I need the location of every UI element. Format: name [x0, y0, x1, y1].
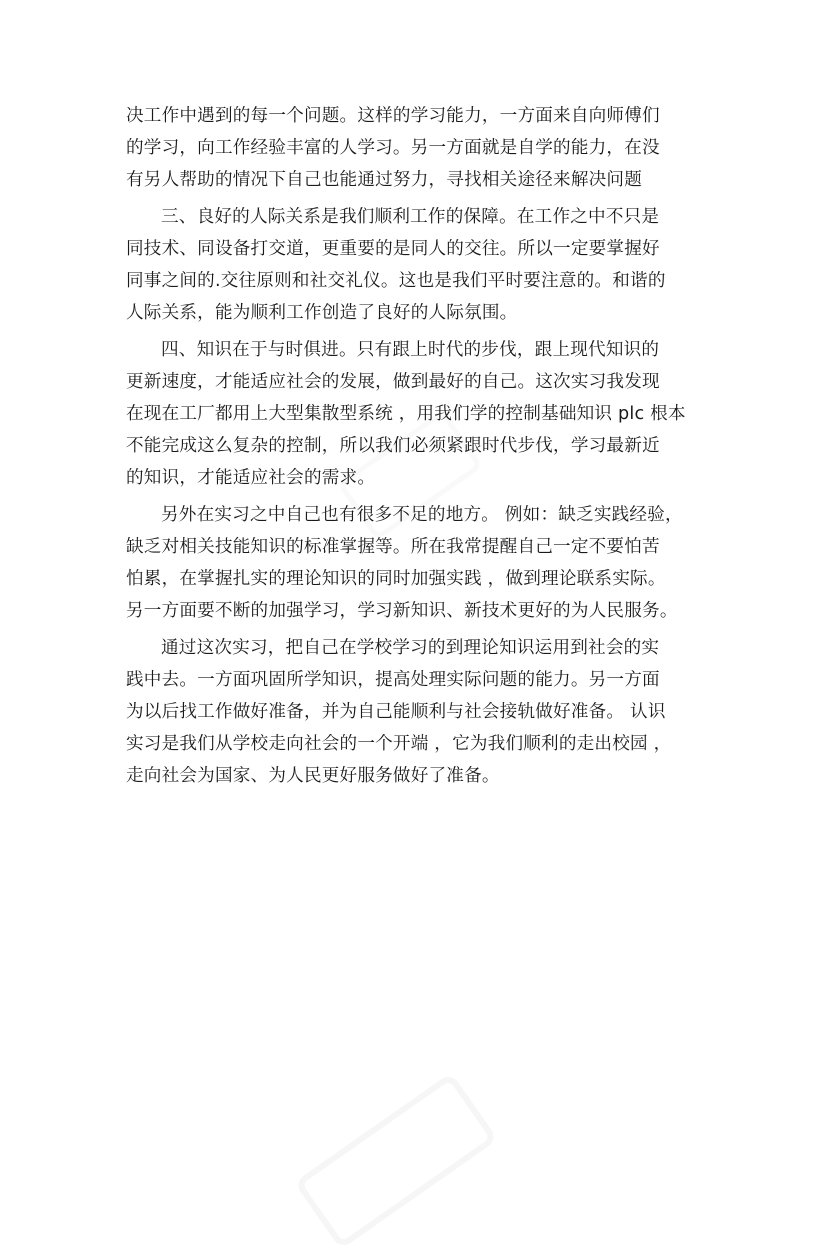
- paragraph-5: [126, 632, 716, 792]
- text-line: 不能完成这么复杂的控制，所以我们必须紧跟时代步伐，学习最新近: [126, 436, 660, 456]
- text-line: 更新速度，才能适应社会的发展，做到最好的自己。这次实习我发现: [126, 372, 660, 392]
- text-line: 四、知识在于与时俱进。只有跟上时代的步伐，跟上现代知识的: [161, 340, 660, 360]
- text-line: 有另人帮助的情况下自己也能通过努力，寻找相关途径来解决问题: [126, 170, 643, 190]
- paragraph-4: [126, 499, 716, 627]
- paragraph-3: [126, 334, 716, 494]
- text-line: 决工作中遇到的每一个问题。这样的学习能力，一方面来自向师傅们: [126, 106, 660, 126]
- text-line: 另外在实习之中自己也有很多不足的地方。 例如：缺乏实践经验，: [161, 505, 683, 525]
- text-line: 在现在工厂都用上大型集散型系统 ，用我们学的控制基础知识 plc 根本: [126, 404, 686, 424]
- text-line: 三、良好的人际关系是我们顺利工作的保障。在工作之中不只是: [161, 207, 660, 227]
- text-line: 同技术、同设备打交道，更重要的是同人的交往。所以一定要掌握好: [126, 239, 660, 259]
- paragraph-2: [126, 201, 716, 329]
- text-line: 缺乏对相关技能知识的标准掌握等。所在我常提醒自己一定不要怕苦: [126, 537, 660, 557]
- text-line: 的学习，向工作经验丰富的人学习。另一方面就是自学的能力，在没: [126, 138, 660, 158]
- text-line: 走向社会为国家、为人民更好服务做好了准备。: [126, 766, 500, 786]
- text-line: 怕累，在掌握扎实的理论知识的同时加强实践 ，做到理论联系实际。: [126, 569, 666, 589]
- text-line: 实习是我们从学校走向社会的一个开端 ，它为我们顺利的走出校园 ，: [126, 734, 672, 754]
- text-line: 的知识，才能适应社会的需求。: [126, 468, 376, 488]
- text-line: 通过这次实习，把自己在学校学习的到理论知识运用到社会的实: [161, 638, 660, 658]
- text-line: 人际关系，能为顺利工作创造了良好的人际氛围。: [126, 303, 518, 323]
- text-line: 另一方面要不断的加强学习，学习新知识、新技术更好的为人民服务。: [126, 601, 678, 621]
- text-line: 践中去。一方面巩固所学知识，提高处理实际问题的能力。另一方面: [126, 670, 660, 690]
- document-body: [126, 100, 716, 797]
- text-line: 为以后找工作做好准备，并为自己能顺利与社会接轨做好准备。 认识: [126, 702, 666, 722]
- paragraph-1: [126, 100, 716, 196]
- watermark-stamp: [294, 1072, 498, 1249]
- text-line: 同事之间的.交往原则和社交礼仪。这也是我们平时要注意的。和谐的: [126, 271, 666, 291]
